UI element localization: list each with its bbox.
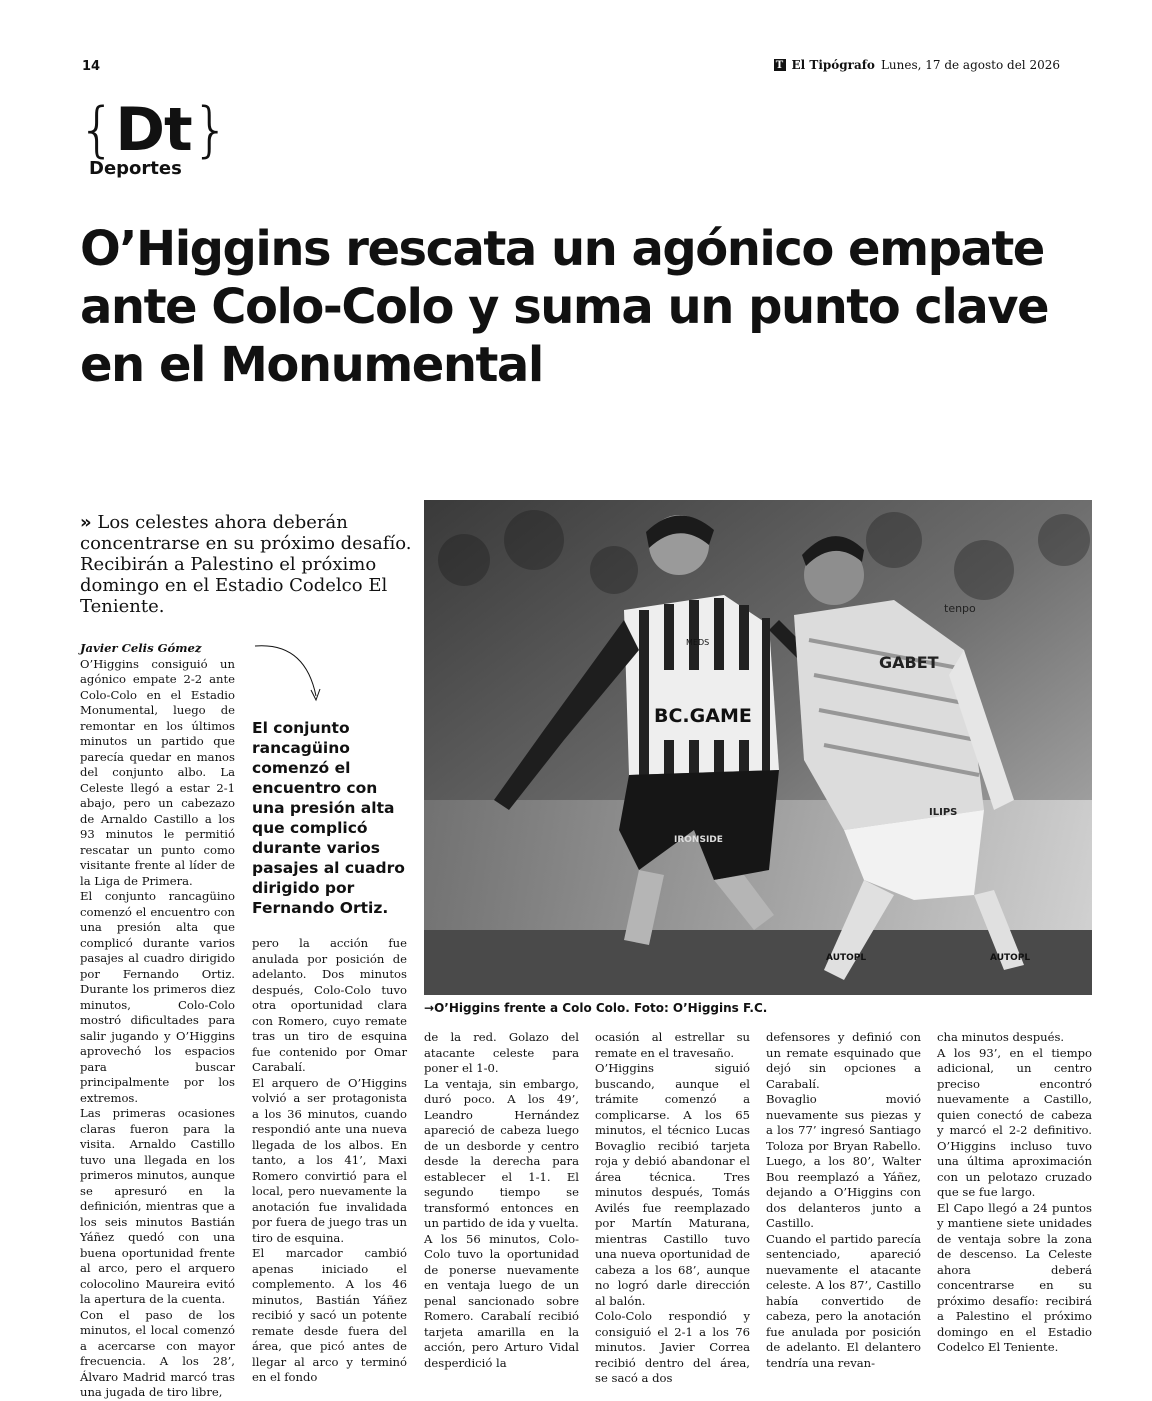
section-mark-letters: Dt <box>115 95 192 165</box>
column-1-paragraph: El conjunto rancagüino comenzó el encuentro con una presión alta que complicó durante varios pasajes al cuadro dirigido por Fernando Ortiz. Durante los primeros diez minutos, Colo-Colo mostró dificultades para salir jugando y O’Higgins aprovechó los espacios para buscar principalmente por los extremos. <box>80 889 235 1105</box>
article-column-4 <box>595 1030 750 1387</box>
section-mark <box>78 95 229 165</box>
article-lead <box>80 512 415 617</box>
column-6-paragraph: cha minutos después. <box>937 1030 1065 1044</box>
lead-marker-icon: » <box>80 512 92 533</box>
column-3-paragraph: La ventaja, sin embargo, duró poco. A los 49’, Leandro Hernández apareció de cabeza luego de un desborde y centro desde la derecha para establecer el 1-1. El segundo tiempo se transformó entonces en un partido de ida y vuelta. <box>424 1076 579 1230</box>
publication-name: El Tipógrafo <box>791 58 875 72</box>
column-1-paragraph: Con el paso de los minutos, el local comenzó a acercarse con mayor frecuencia. A los 28’, Álvaro Madrid marcó tras una jugada de tiro libre, <box>80 1307 235 1399</box>
photo-left-shorts-text: IRONSIDE <box>674 835 723 845</box>
section-logo <box>78 95 229 179</box>
section-name: Deportes <box>89 158 182 179</box>
column-1-paragraph: Las primeras ocasiones claras fueron para la visita. Arnaldo Castillo tuvo una llegada en los primeros minutos, aunque se apresuró en la definición, mientras que a los seis minutos Bastián Yáñez quedó con una buena oportunidad frente al arco, pero el arquero colocolino Maureira evitó la apertura de la cuenta. <box>80 1106 235 1306</box>
lead-text: Los celestes ahora deberán concentrarse en su próximo desafío. Recibirán a Palestino el próximo domingo en el Estadio Codelco El Teniente. <box>80 512 412 617</box>
photo-caption <box>424 1001 767 1015</box>
masthead <box>774 58 1060 72</box>
caption-arrow-icon: → <box>424 1001 435 1015</box>
article-column-2 <box>252 936 407 1386</box>
pull-quote: El conjunto rancagüino comenzó el encuentro con una presión alta que complicó durante varios pasajes al cuadro dirigido por Fernando Ortiz. <box>252 719 405 917</box>
column-3-paragraph: A los 56 minutos, Colo-Colo tuvo la oportunidad de ponerse nuevamente en ventaja luego de un penal sancionado sobre Romero. Carabalí recibió tarjeta amarilla en la acción, pero Arturo Vidal desperdició la <box>424 1231 579 1370</box>
section-mark-open: { <box>78 95 116 165</box>
column-2-paragraph: El arquero de O’Higgins volvió a ser protagonista a los 36 minutos, cuando respondió ante una nueva llegada de los albos. En tanto, a los 41’, Maxi Romero convirtió para el local, pero nuevamente la anotación fue invalidada por fuera de juego tras un tiro de esquina. <box>252 1075 407 1245</box>
article-headline: O’Higgins rescata un agónico empate ante Colo-Colo y suma un punto clave en el Monumental <box>80 221 1049 393</box>
photo-right-shirt-text: GABET <box>879 653 939 672</box>
article-column-5 <box>766 1030 921 1371</box>
column-5-paragraph: defensores y definió con un remate esquinado que dejó sin opciones a Carabalí. <box>766 1030 921 1091</box>
column-4-paragraph: Colo-Colo respondió y consiguió el 2-1 a los 76 minutos. Javier Correa recibió dentro del área, se sacó a dos <box>595 1309 750 1385</box>
pullquote-arrow-icon <box>250 638 330 708</box>
byline: Javier Celis Gómez <box>80 641 202 655</box>
article-column-3 <box>424 1030 579 1371</box>
column-2-paragraph: pero la acción fue anulada por posición de adelanto. Dos minutos después, Colo-Colo tuvo otra oportunidad clara con Romero, cuyo remate tras un tiro de esquina fue contenido por Omar Carabalí. <box>252 936 407 1074</box>
article-photo <box>424 500 1092 995</box>
column-5-paragraph: Cuando el partido parecía sentenciado, apareció nuevamente el atacante celeste. A los 87’, Castillo había convertido de cabeza, pero la anotación fue anulada por posición de adelanto. El delantero tendría una revan- <box>766 1231 921 1370</box>
article-column-1 <box>80 641 235 1401</box>
issue-date: Lunes, 17 de agosto del 2026 <box>880 58 1060 72</box>
column-2-paragraph: El marcador cambió apenas iniciado el complemento. A los 46 minutos, Bastián Yáñez recibió y sacó un potente remate desde fuera del área, que picó antes de llegar al arco y terminó en el fondo <box>252 1246 407 1384</box>
photo-right-sleeve-text: tenpo <box>944 602 976 615</box>
photo-right-shorts-text: ILIPS <box>929 807 958 818</box>
photo-sponsor-text: BC.GAME <box>654 705 752 727</box>
column-6-paragraph: El Capo llegó a 24 puntos y mantiene siete unidades de ventaja sobre la zona de descenso. La Celeste ahora deberá concentrarse en su próximo desafío: recibirá a Palestino el próximo domingo en el Estadio Codelco El Teniente. <box>937 1200 1092 1354</box>
page-number: 14 <box>82 59 101 74</box>
publication-logo-icon: T <box>774 59 786 71</box>
photo-sock-right-text: AUTOPL <box>990 953 1031 963</box>
column-6-paragraph: A los 93’, en el tiempo adicional, un centro preciso encontró nuevamente a Castillo, quien conectó de cabeza y marcó el 2-2 definitivo. O’Higgins incluso tuvo una última aproximación con un pelotazo cruzado que se fue largo. <box>937 1045 1092 1199</box>
section-mark-close: } <box>191 95 229 165</box>
caption-text: O’Higgins frente a Colo Colo. Foto: O’Higgins F.C. <box>434 1001 768 1015</box>
photo-sock-left-text: AUTOPL <box>826 953 867 963</box>
column-5-paragraph: Bovaglio movió nuevamente sus piezas y a los 77’ ingresó Santiago Toloza por Bryan Rabello. Luego, a los 80’, Walter Bou reemplazó a Yáñez, dejando a O’Higgins con dos delanteros junto a Castillo. <box>766 1092 921 1230</box>
column-1-paragraph: O’Higgins consiguió un agónico empate 2-2 ante Colo-Colo en el Estadio Monumental, luego de remontar en los últimos minutos un partido que parecía quedar en manos del conjunto albo. La Celeste llegó a estar 2-1 abajo, pero un cabezazo de Arnaldo Castillo a los 93 minutos le permitió rescatar un punto como visitante frente al líder de la Liga de Primera. <box>80 656 235 888</box>
column-4-paragraph: O’Higgins siguió buscando, aunque el trámite comenzó a complicarse. A los 65 minutos, el técnico Lucas Bovaglio recibió tarjeta roja y debió abandonar el área técnica. Tres minutos después, Tomás Avilés fue reemplazado por Martín Maturana, mientras Castillo tuvo una nueva oportunidad de cabeza a los 68’, aunque no logró darle dirección al balón. <box>595 1061 750 1308</box>
column-3-paragraph: de la red. Golazo del atacante celeste para poner el 1-0. <box>424 1030 579 1075</box>
column-4-paragraph: ocasión al estrellar su remate en el travesaño. <box>595 1030 750 1060</box>
article-column-6 <box>937 1030 1092 1356</box>
photo-chest-text: MEDS <box>686 638 710 647</box>
